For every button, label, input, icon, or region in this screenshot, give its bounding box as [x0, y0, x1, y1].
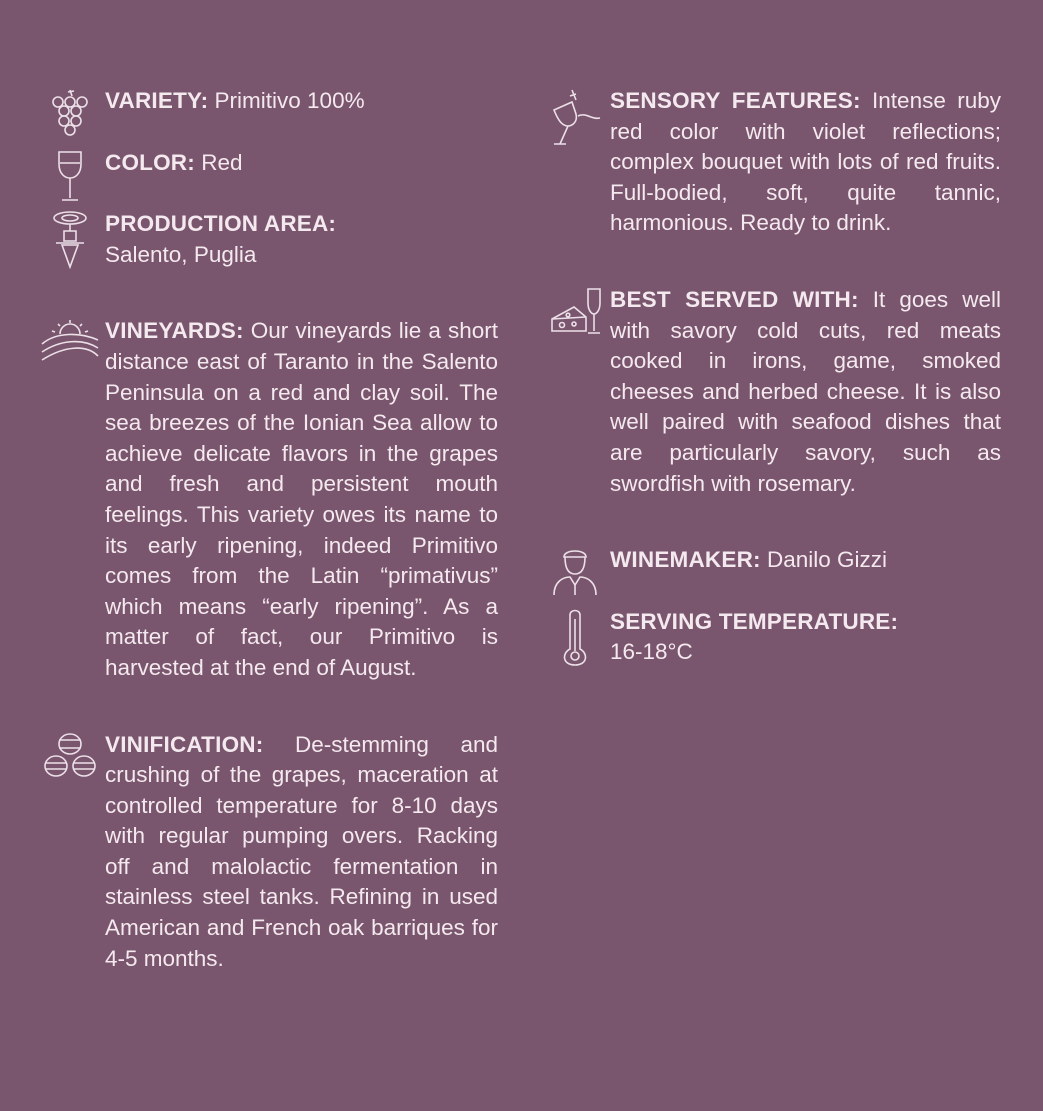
- winemaker-label: WINEMAKER:: [610, 547, 761, 573]
- vinification-label: VINIFICATION:: [105, 731, 264, 757]
- variety-label: VARIETY:: [105, 88, 209, 113]
- winemaker-icon: [545, 547, 605, 607]
- tilted-glass-icon: [545, 88, 605, 148]
- left-column: [40, 86, 498, 974]
- vinification-text: De-stemming and crushing of the grapes, maceration at controlled temperature for 8-10 days with regular pumping overs. Racking off and malolactic fermentation in stainless steel tanks. Refining in used American and French oak barriques for 4-5 months.: [105, 731, 498, 971]
- best-served-text: It goes well with savory cold cuts, red meats cooked in irons, game, smoked cheeses and herbed cheese. It is also well paired with seafood dishes that are particularly savory, such as swordfish with rosemary.: [610, 286, 1001, 496]
- serving-temperature-value: 16-18°C: [610, 639, 693, 665]
- serving-temperature-section: [545, 607, 1001, 668]
- variety-value: Primitivo 100%: [208, 88, 365, 113]
- vinification-section: [40, 730, 498, 975]
- winemaker-value: Danilo Gizzi: [760, 547, 888, 573]
- right-column: [545, 86, 1001, 668]
- sunrise-hills-icon: [40, 318, 100, 378]
- vineyards-label: VINEYARDS:: [105, 318, 244, 344]
- color-label: COLOR:: [105, 149, 195, 175]
- production-area-value: Salento, Puglia: [105, 241, 257, 267]
- production-area-section: [40, 209, 498, 270]
- sensory-label: SENSORY FEATURES:: [610, 88, 861, 113]
- best-served-label: BEST SERVED WITH:: [610, 286, 859, 312]
- thermometer-icon: [545, 609, 605, 669]
- variety-section: [40, 86, 498, 117]
- cheese-glass-icon: [545, 287, 605, 347]
- color-value: Red: [194, 149, 243, 175]
- vineyards-text: Our vineyards lie a short distance east of Taranto in the Salento Peninsula on a red and clay soil. The sea breezes of the Ionian Sea allow to achieve delicate flavors in the grapes and fresh and persistent mouth feelings. This variety owes its name to its early ripening, indeed Primitivo comes from the Latin “primativus” which means “early ripening”. As a matter of fact, our Primitivo is harvested at the end of August.: [105, 318, 498, 680]
- color-section: [40, 148, 498, 179]
- barrels-icon: [40, 732, 100, 792]
- grapes-icon: [40, 88, 100, 148]
- best-served-section: [545, 285, 1001, 499]
- serving-temperature-label: SERVING TEMPERATURE:: [610, 608, 899, 634]
- sensory-text: Intense ruby red color with violet reflections; complex bouquet with lots of red fruits. Full-bodied, soft, quite tannic, harmonious. Ready to drink.: [610, 88, 1001, 236]
- production-area-label: PRODUCTION AREA:: [105, 211, 337, 237]
- wine-glass-icon: [40, 150, 100, 210]
- vineyards-section: [40, 316, 498, 683]
- winemaker-section: [545, 545, 1001, 576]
- corkscrew-icon: [40, 211, 100, 271]
- sensory-section: [545, 86, 1001, 239]
